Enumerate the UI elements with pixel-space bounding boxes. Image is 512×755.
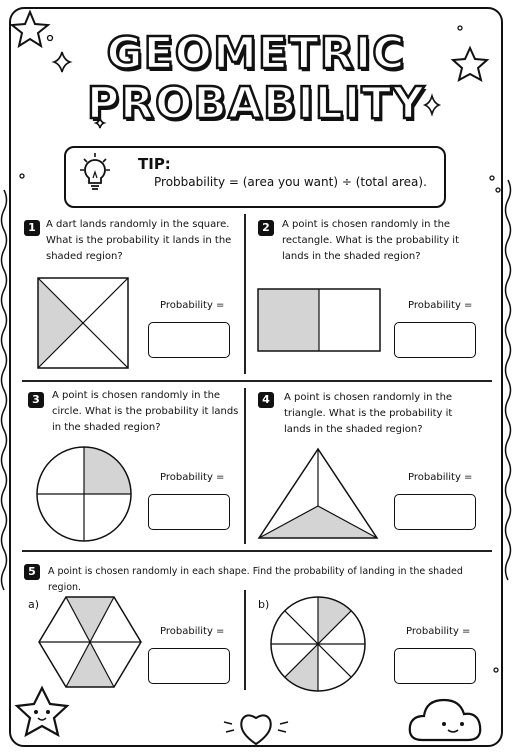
tip-formula: Probbability = (area you want) ÷ (total area). — [154, 175, 427, 189]
q5a-hexagon-figure — [38, 596, 142, 688]
q1-square-figure — [38, 278, 128, 368]
question-2-number: 2 — [258, 220, 274, 236]
q2-rectangle-figure — [258, 289, 380, 351]
question-4-number: 4 — [258, 392, 274, 408]
question-4-answer-box[interactable] — [394, 494, 476, 530]
q3-circle-figure — [36, 446, 132, 542]
q4-triangle-figure — [258, 448, 378, 540]
question-3-probability-label: Probability = — [160, 472, 225, 483]
page-title-line-2: PROBABILITY — [86, 78, 426, 129]
divider-h2 — [22, 550, 492, 552]
question-5a-label: a) — [28, 598, 40, 611]
cloud-icon — [410, 700, 481, 740]
divider-h1 — [22, 380, 492, 382]
question-5a-answer-box[interactable] — [148, 648, 230, 684]
heart-icon — [224, 715, 288, 744]
question-5b-answer-box[interactable] — [394, 648, 476, 684]
divider-v3 — [244, 590, 246, 690]
question-1-probability-label: Probability = — [160, 300, 225, 311]
question-4-text: A point is chosen randomly in the triangle. What is the probability it lands in the shaded region? — [284, 392, 453, 435]
question-3-answer-box[interactable] — [148, 494, 230, 530]
tip-label: TIP: — [138, 155, 171, 173]
question-1-text: A dart lands randomly in the square. What is the probability it lands in the shaded region? — [46, 219, 232, 262]
page-title-line-1: GEOMETRIC — [106, 28, 406, 79]
divider-v1 — [244, 214, 246, 374]
question-5-text: A point is chosen randomly in each shape. Find the probability of landing in the shaded region. — [48, 566, 463, 593]
question-2-probability-label: Probability = — [408, 300, 473, 311]
question-2-text: A point is chosen randomly in the rectangle. What is the probability it lands in the shaded region? — [282, 219, 460, 262]
question-3-number: 3 — [28, 392, 44, 408]
divider-v2 — [244, 388, 246, 544]
question-1-number: 1 — [24, 220, 40, 236]
question-1-answer-box[interactable] — [148, 322, 230, 358]
lightbulb-icon — [70, 150, 120, 200]
star-character-icon — [17, 688, 67, 735]
question-3-text: A point is chosen randomly in the circle. What is the probability it lands in the shaded region? — [52, 390, 239, 433]
question-2-answer-box[interactable] — [394, 322, 476, 358]
question-4-probability-label: Probability = — [408, 472, 473, 483]
question-5b-label: b) — [258, 598, 270, 611]
question-5-number: 5 — [24, 564, 40, 580]
question-5a-probability-label: Probability = — [160, 626, 225, 637]
q5b-circle-figure — [270, 596, 366, 692]
question-5b-probability-label: Probability = — [406, 626, 471, 637]
